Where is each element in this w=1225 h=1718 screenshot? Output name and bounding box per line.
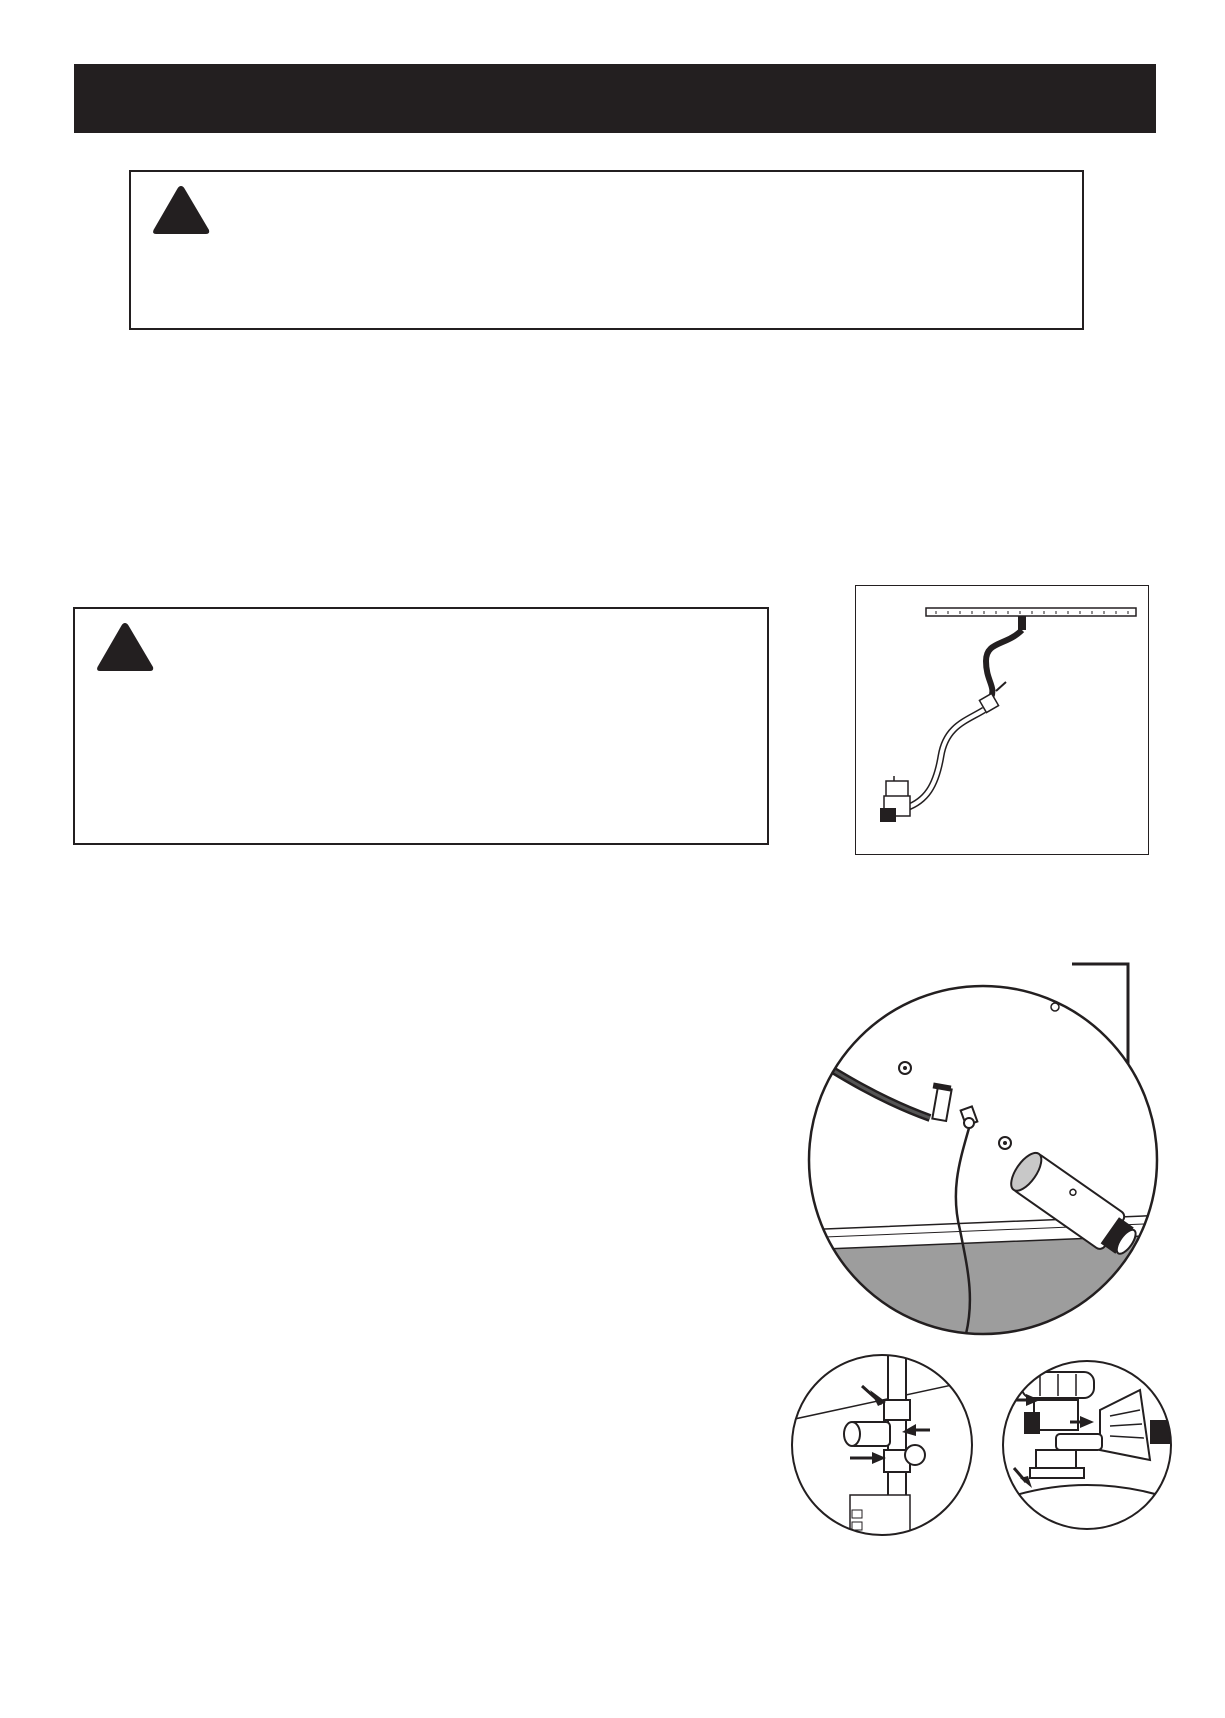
hose-regulator-assembly-illustration <box>856 586 1147 853</box>
tank-valve-closeup-figure <box>1000 1350 1175 1540</box>
warning-triangle-icon <box>151 184 211 236</box>
burner-valve-closeup-figure <box>800 960 1168 1338</box>
warning-triangle-icon <box>95 621 155 673</box>
regulator-fitting-closeup-figure <box>790 1350 975 1540</box>
warning-box-1 <box>129 170 1084 330</box>
section-header-bar <box>74 64 1156 133</box>
hose-regulator-figure <box>855 585 1149 855</box>
burner-valve-closeup-illustration <box>800 960 1168 1338</box>
tank-valve-closeup-illustration <box>1000 1350 1175 1540</box>
regulator-fitting-closeup-illustration <box>790 1350 975 1540</box>
warning-box-2 <box>73 607 769 845</box>
